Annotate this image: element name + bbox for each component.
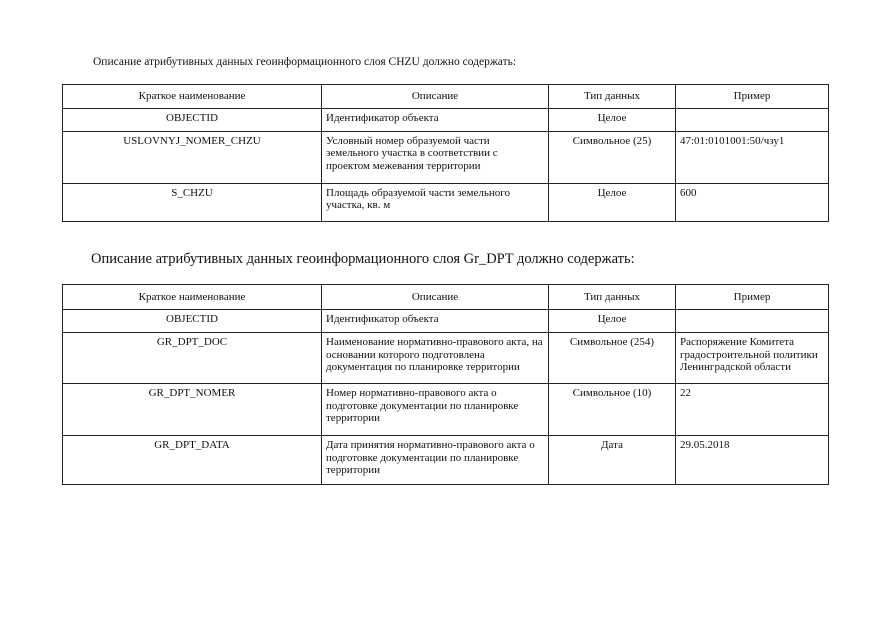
table-row xyxy=(63,183,829,221)
table-row xyxy=(63,436,829,485)
cell-name: S_CHZU xyxy=(63,183,322,221)
cell-example xyxy=(676,108,829,131)
cell-example: 29.05.2018 xyxy=(676,436,829,485)
chzu-section-heading: Описание атрибутивных данных геоинформационного слоя CHZU должно содержать: xyxy=(93,56,517,68)
cell-example: Распоряжение Комитета градостроительной политики Ленинградской области xyxy=(676,333,829,384)
table-row xyxy=(63,333,829,384)
cell-type: Дата xyxy=(549,436,676,485)
cell-description: Номер нормативно-правового акта о подготовке документации по планировке территории xyxy=(322,384,549,436)
table-row xyxy=(63,384,829,436)
column-header-example: Пример xyxy=(676,285,829,310)
cell-type: Символьное (10) xyxy=(549,384,676,436)
cell-type: Целое xyxy=(549,310,676,333)
cell-name: GR_DPT_DOC xyxy=(63,333,322,384)
cell-type: Целое xyxy=(549,108,676,131)
cell-description: Идентификатор объекта xyxy=(322,108,549,131)
column-header-description: Описание xyxy=(322,285,549,310)
column-header-type: Тип данных xyxy=(549,85,676,109)
cell-name: OBJECTID xyxy=(63,108,322,131)
cell-type: Символьное (254) xyxy=(549,333,676,384)
cell-example: 600 xyxy=(676,183,829,221)
cell-name: GR_DPT_NOMER xyxy=(63,384,322,436)
cell-type: Целое xyxy=(549,183,676,221)
cell-name: OBJECTID xyxy=(63,310,322,333)
cell-type: Символьное (25) xyxy=(549,131,676,183)
table-header-row xyxy=(63,85,829,109)
column-header-description: Описание xyxy=(322,85,549,109)
gr-dpt-attribute-table xyxy=(62,284,829,485)
cell-description: Площадь образуемой части земельного участка, кв. м xyxy=(322,183,549,221)
table-row xyxy=(63,108,829,131)
cell-description: Идентификатор объекта xyxy=(322,310,549,333)
cell-description: Условный номер образуемой части земельного участка в соответствии с проектом межевания территории xyxy=(322,131,549,183)
column-header-name: Краткое наименование xyxy=(63,285,322,310)
cell-example xyxy=(676,310,829,333)
cell-example: 22 xyxy=(676,384,829,436)
table-row xyxy=(63,310,829,333)
table-header-row xyxy=(63,285,829,310)
column-header-type: Тип данных xyxy=(549,285,676,310)
column-header-example: Пример xyxy=(676,85,829,109)
cell-description: Наименование нормативно-правового акта, на основании которого подготовлена документация по планировке территории xyxy=(322,333,549,384)
cell-name: GR_DPT_DATA xyxy=(63,436,322,485)
table-row xyxy=(63,131,829,183)
gr-dpt-section-heading: Описание атрибутивных данных геоинформационного слоя Gr_DPT должно содержать: xyxy=(91,251,635,267)
cell-name: USLOVNYJ_NOMER_CHZU xyxy=(63,131,322,183)
cell-description: Дата принятия нормативно-правового акта о подготовке документации по планировке территории xyxy=(322,436,549,485)
cell-example: 47:01:0101001:50/чзу1 xyxy=(676,131,829,183)
chzu-attribute-table xyxy=(62,84,829,222)
column-header-name: Краткое наименование xyxy=(63,85,322,109)
